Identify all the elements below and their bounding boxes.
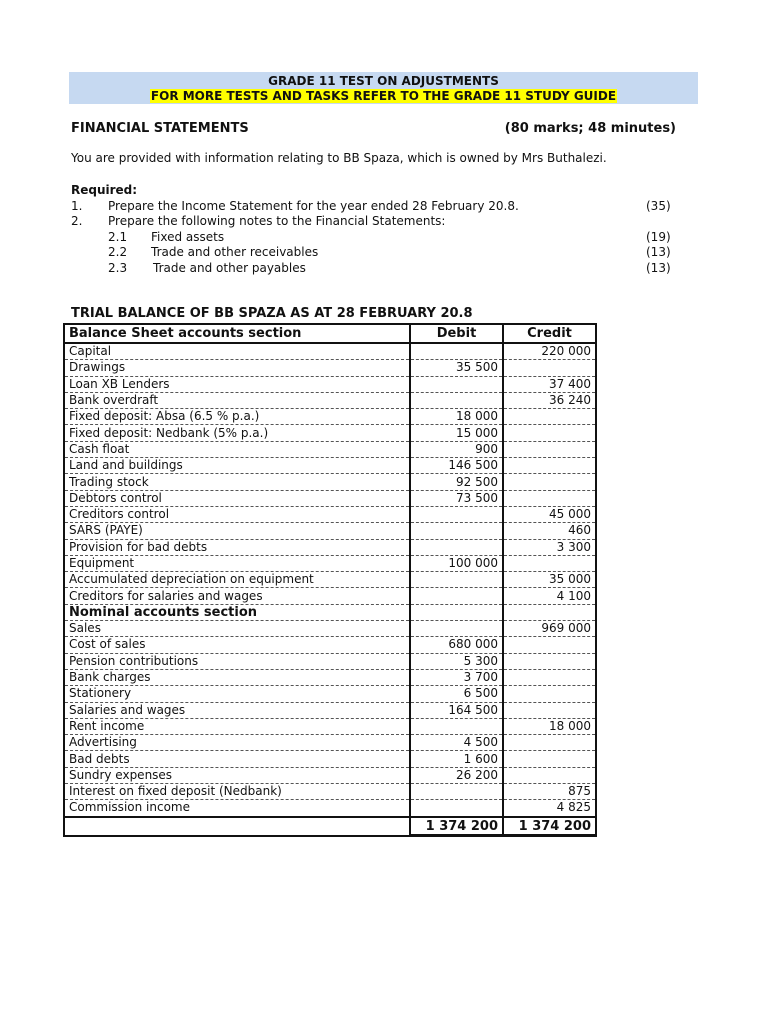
cell-credit: 969 000	[503, 621, 596, 637]
page-subtitle: FOR MORE TESTS AND TASKS REFER TO THE GRADE 11 STUDY GUIDE	[150, 89, 617, 103]
cell-account: Cost of sales	[64, 637, 410, 653]
cell-debit	[410, 523, 503, 539]
cell-account: Bank overdraft	[64, 392, 410, 408]
total-double-rule	[410, 834, 597, 836]
cell-account: Rent income	[64, 718, 410, 734]
cell-account: Land and buildings	[64, 458, 410, 474]
table-row	[64, 669, 596, 685]
cell-account: Pension contributions	[64, 653, 410, 669]
req-num: 2.1	[108, 230, 128, 244]
totals-row	[64, 817, 596, 836]
table-row	[64, 751, 596, 767]
table-row	[64, 523, 596, 539]
cell-account: Commission income	[64, 800, 410, 817]
cell-credit	[503, 474, 596, 490]
cell-credit	[503, 360, 596, 376]
cell-account: Stationery	[64, 686, 410, 702]
cell-credit	[503, 702, 596, 718]
cell-account: Fixed deposit: Nedbank (5% p.a.)	[64, 425, 410, 441]
cell-account: Cash float	[64, 441, 410, 457]
cell-credit	[503, 490, 596, 506]
cell-account: Creditors control	[64, 506, 410, 522]
cell-credit: 3 300	[503, 539, 596, 555]
cell-debit: 900	[410, 441, 503, 457]
cell-account: Trading stock	[64, 474, 410, 490]
cell-debit	[410, 506, 503, 522]
section-heading: FINANCIAL STATEMENTS	[71, 121, 249, 136]
table-row	[64, 360, 596, 376]
header-account: Balance Sheet accounts section	[64, 324, 410, 343]
req-text: Prepare the following notes to the Financial Statements:	[108, 214, 446, 228]
cell-credit	[503, 409, 596, 425]
table-row	[64, 409, 596, 425]
table-row	[64, 474, 596, 490]
table-row	[64, 653, 596, 669]
table-row	[64, 702, 596, 718]
cell-credit	[503, 669, 596, 685]
cell-account: Equipment	[64, 555, 410, 571]
table-row	[64, 686, 596, 702]
cell-credit	[503, 441, 596, 457]
cell-debit	[410, 800, 503, 817]
cell-credit: 4 100	[503, 588, 596, 604]
cell-credit	[503, 735, 596, 751]
table-row	[64, 800, 596, 817]
cell-debit	[410, 604, 503, 620]
header-debit: Debit	[410, 324, 503, 343]
title-banner	[69, 72, 698, 104]
cell-account: Advertising	[64, 735, 410, 751]
table-row	[64, 539, 596, 555]
cell-credit: 4 825	[503, 800, 596, 817]
cell-account: Drawings	[64, 360, 410, 376]
cell-account: Sales	[64, 621, 410, 637]
table-row	[64, 588, 596, 604]
cell-account: Interest on fixed deposit (Nedbank)	[64, 784, 410, 800]
cell-credit: 875	[503, 784, 596, 800]
cell-account: Bad debts	[64, 751, 410, 767]
req-marks: (35)	[646, 199, 671, 213]
table-row	[64, 767, 596, 783]
cell-debit	[410, 343, 503, 360]
cell-debit: 1 600	[410, 751, 503, 767]
table-row	[64, 376, 596, 392]
table-row	[64, 735, 596, 751]
cell-debit: 680 000	[410, 637, 503, 653]
cell-debit: 15 000	[410, 425, 503, 441]
cell-credit	[503, 458, 596, 474]
cell-debit: 26 200	[410, 767, 503, 783]
page-title: GRADE 11 TEST ON ADJUSTMENTS	[268, 74, 499, 88]
trial-balance-title: TRIAL BALANCE OF BB SPAZA AS AT 28 FEBRUARY 20.8	[71, 306, 473, 321]
table-row	[64, 784, 596, 800]
section-marks: (80 marks; 48 minutes)	[504, 121, 676, 136]
intro-text: You are provided with information relating to BB Spaza, which is owned by Mrs Buthalezi.	[71, 151, 607, 165]
table-row	[64, 621, 596, 637]
cell-debit: 18 000	[410, 409, 503, 425]
cell-credit	[503, 653, 596, 669]
cell-debit	[410, 588, 503, 604]
cell-debit: 146 500	[410, 458, 503, 474]
table-row	[64, 458, 596, 474]
cell-credit: 18 000	[503, 718, 596, 734]
total-debit: 1 374 200	[410, 817, 503, 836]
cell-debit	[410, 376, 503, 392]
cell-credit	[503, 767, 596, 783]
cell-credit	[503, 604, 596, 620]
cell-debit: 5 300	[410, 653, 503, 669]
table-row	[64, 425, 596, 441]
table-row	[64, 441, 596, 457]
cell-account: Salaries and wages	[64, 702, 410, 718]
cell-debit: 164 500	[410, 702, 503, 718]
cell-debit: 73 500	[410, 490, 503, 506]
req-marks: (19)	[646, 230, 671, 244]
cell-account: Bank charges	[64, 669, 410, 685]
cell-debit: 35 500	[410, 360, 503, 376]
cell-credit: 460	[503, 523, 596, 539]
cell-account: Sundry expenses	[64, 767, 410, 783]
cell-debit: 100 000	[410, 555, 503, 571]
cell-debit	[410, 718, 503, 734]
cell-debit	[410, 621, 503, 637]
cell-account: Accumulated depreciation on equipment	[64, 572, 410, 588]
cell-account: Capital	[64, 343, 410, 360]
cell-debit: 6 500	[410, 686, 503, 702]
cell-credit: 35 000	[503, 572, 596, 588]
table-row	[64, 718, 596, 734]
table-row	[64, 555, 596, 571]
cell-credit: 220 000	[503, 343, 596, 360]
req-text: Fixed assets	[151, 230, 225, 244]
cell-debit	[410, 572, 503, 588]
cell-credit	[503, 751, 596, 767]
req-text: Prepare the Income Statement for the year ended 28 February 20.8.	[108, 199, 519, 213]
total-credit: 1 374 200	[503, 817, 596, 836]
table-row	[64, 490, 596, 506]
table-row	[64, 392, 596, 408]
table-row	[64, 572, 596, 588]
cell-account: Creditors for salaries and wages	[64, 588, 410, 604]
table-row	[64, 343, 596, 360]
req-marks: (13)	[646, 261, 671, 275]
cell-debit	[410, 392, 503, 408]
cell-account: Debtors control	[64, 490, 410, 506]
req-num: 1.	[71, 199, 83, 213]
cell-debit: 92 500	[410, 474, 503, 490]
cell-debit: 4 500	[410, 735, 503, 751]
cell-debit	[410, 539, 503, 555]
req-num: 2.	[71, 214, 83, 228]
nominal-section-heading: Nominal accounts section	[64, 604, 410, 620]
table-header-row	[64, 324, 596, 343]
section-heading-row	[64, 604, 596, 620]
cell-debit	[410, 784, 503, 800]
cell-credit: 36 240	[503, 392, 596, 408]
trial-balance-table	[63, 323, 597, 837]
req-num: 2.2	[108, 245, 128, 259]
cell-account: Fixed deposit: Absa (6.5 % p.a.)	[64, 409, 410, 425]
req-text: Trade and other receivables	[151, 245, 319, 259]
cell-account: Loan XB Lenders	[64, 376, 410, 392]
cell-credit: 45 000	[503, 506, 596, 522]
cell-credit	[503, 555, 596, 571]
table-row	[64, 506, 596, 522]
cell-account	[64, 817, 410, 836]
required-label: Required:	[71, 183, 138, 197]
cell-account: SARS (PAYE)	[64, 523, 410, 539]
cell-credit: 37 400	[503, 376, 596, 392]
cell-account: Provision for bad debts	[64, 539, 410, 555]
cell-debit: 3 700	[410, 669, 503, 685]
cell-credit	[503, 637, 596, 653]
req-text: Trade and other payables	[153, 261, 306, 275]
req-marks: (13)	[646, 245, 671, 259]
table-row	[64, 637, 596, 653]
req-num: 2.3	[108, 261, 128, 275]
cell-credit	[503, 425, 596, 441]
cell-credit	[503, 686, 596, 702]
header-credit: Credit	[503, 324, 596, 343]
